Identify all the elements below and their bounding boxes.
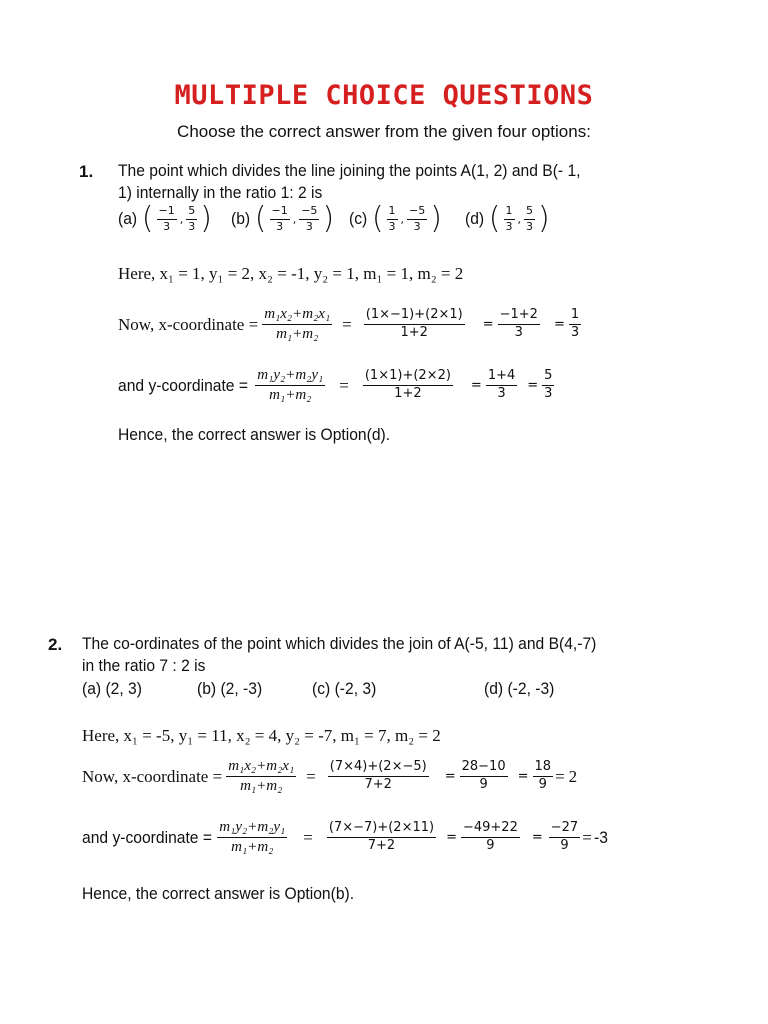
x-coordinate-label: Now, x-coordinate = [82,766,223,786]
option-label: (a) [118,209,138,228]
question-1-option-c: (c) ( $\frac{1}{3}$ , $\frac{-5}{3}$ ) [349,201,442,236]
y-coordinate-label: and y-coordinate = [82,827,212,847]
result-y: $\frac{5}{3}$ [544,368,553,402]
substitution-y: $\frac{(7\times-7)+(2\times 11)}{7+2}$ [328,820,435,854]
question-1-options [118,201,550,236]
question-1-option-a: (a) ( $\frac{-1}{3}$ , $\frac{5}{3}$ ) [118,201,212,236]
option-label: (c) [349,209,368,228]
question-2-text-line2: in the ratio 7 : 2 is [82,656,206,675]
question-2-x-coordinate: Now, x-coordinate = $\frac{\text{m₁x₂+m₂x₁}}{\text{m₁+m₂}}$ = $\frac{(7\times 4)+(2\times-5)}{7+2}$ = $\frac{28-10}{9}$ = $\frac{18}{9}$ = 2 [82,758,578,795]
fraction: $\frac{-5}{3}$ [409,203,426,233]
question-1-text-line1: The point which divides the line joining the points A(1, 2) and B(- 1, [118,161,581,180]
question-2-given-values: Here, x₁ = -5, y₁ = 11, x₂ = 4, y₂ = -7, m₁ = 7, m₂ = 2 [82,726,441,745]
question-1-text-line2: 1) internally in the ratio 1: 2 is [118,183,323,202]
fraction: $\frac{-1}{3}$ [271,203,288,233]
fraction: $\frac{5}{3}$ [188,203,196,233]
result-x: 2 [568,766,578,786]
simplified-y: $\frac{-49+22}{9}$ [462,820,518,854]
fraction: $\frac{-5}{3}$ [301,203,318,233]
result-x: $\frac{1}{3}$ [570,307,580,341]
y-coordinate-label: and y-coordinate = [118,375,248,395]
reduced-y: $\frac{-27}{9}$ [550,820,579,854]
question-1-answer: Hence, the correct answer is Option(d). [118,425,391,444]
section-formula-x: $\frac{\text{m₁x₂+m₂x₁}}{\text{m₁+m₂}}$ [264,306,331,343]
question-2-text-line1: The co-ordinates of the point which divides the join of A(-5, 11) and B(4,-7) [82,634,597,653]
reduced-x: $\frac{18}{9}$ [534,759,552,793]
question-1-option-b: (b) ( $\frac{-1}{3}$ , $\frac{-5}{3}$ ) [231,201,335,236]
simplified-x: $\frac{-1+2}{3}$ [499,307,538,341]
substitution-y: $\frac{(1\times 1)+(2\times 2)}{1+2}$ [364,368,451,402]
simplified-y: $\frac{1+4}{3}$ [487,368,516,402]
fraction: $\frac{5}{3}$ [526,203,533,233]
question-1-x-coordinate: Now, x-coordinate = $\frac{\text{m₁x₂+m₂x₁}}{\text{m₁+m₂}}$ = $\frac{(1\times-1)+(2\times 1)}{1+2}$ = $\frac{-1+2}{3}$ = $\frac{1}{3}$ [118,306,580,343]
section-formula-y: $\frac{\text{m₁y₂+m₂y₁}}{\text{m₁+m₂}}$ [219,819,286,856]
simplified-x: $\frac{28-10}{9}$ [461,759,506,793]
option-label: (b) [231,209,251,228]
question-1-option-d: (d) ( $\frac{1}{3}$ , $\frac{5}{3}$ ) [465,201,550,236]
substitution-x: $\frac{(7\times 4)+(2\times-5)}{7+2}$ [329,759,427,793]
question-2-number: 2. [48,635,63,654]
result-y: -3 [593,827,608,847]
section-formula-x: $\frac{\text{m₁x₂+m₂x₁}}{\text{m₁+m₂}}$ [228,758,295,795]
question-2-option-a: (a) (2, 3) [82,679,142,698]
section-formula-y: $\frac{\text{m₁y₂+m₂y₁}}{\text{m₁+m₂}}$ [257,367,324,404]
fraction: $\frac{-1}{3}$ [158,203,175,233]
fraction: $\frac{1}{3}$ [388,203,396,233]
fraction: $\frac{1}{3}$ [505,203,513,233]
question-1-y-coordinate: and y-coordinate = $\frac{\text{m₁y₂+m₂y₁}}{\text{m₁+m₂}}$ = $\frac{(1\times 1)+(2\times 2)}{1+2}$ = $\frac{1+4}{3}$ = $\frac{5}{3}$ [118,367,553,404]
question-2-answer: Hence, the correct answer is Option(b). [82,884,355,903]
question-2-y-coordinate: and y-coordinate = $\frac{\text{m₁y₂+m₂y₁}}{\text{m₁+m₂}}$ = $\frac{(7\times-7)+(2\times 11)}{7+2}$ = $\frac{-49+22}{9}$ = $\frac{-27}{9}$ = -3 [82,819,608,856]
question-1-given-values: Here, x₁ = 1, y₁ = 2, x₂ = -1, y₂ = 1, m₁ = 1, m₂ = 2 [118,264,464,283]
substitution-x: $\frac{(1\times-1)+(2\times 1)}{1+2}$ [365,307,463,341]
question-2-option-b: (b) (2, -3) [197,679,263,698]
question-2-option-c: (c) (-2, 3) [312,679,377,698]
x-coordinate-label: Now, x-coordinate = [118,314,259,334]
question-1-number: 1. [79,162,94,181]
option-label: (d) [465,209,485,228]
page-title: MULTIPLE CHOICE QUESTIONS [174,80,594,111]
question-2-option-d: (d) (-2, -3) [484,679,555,698]
page-subtitle: Choose the correct answer from the given four options: [177,122,591,141]
